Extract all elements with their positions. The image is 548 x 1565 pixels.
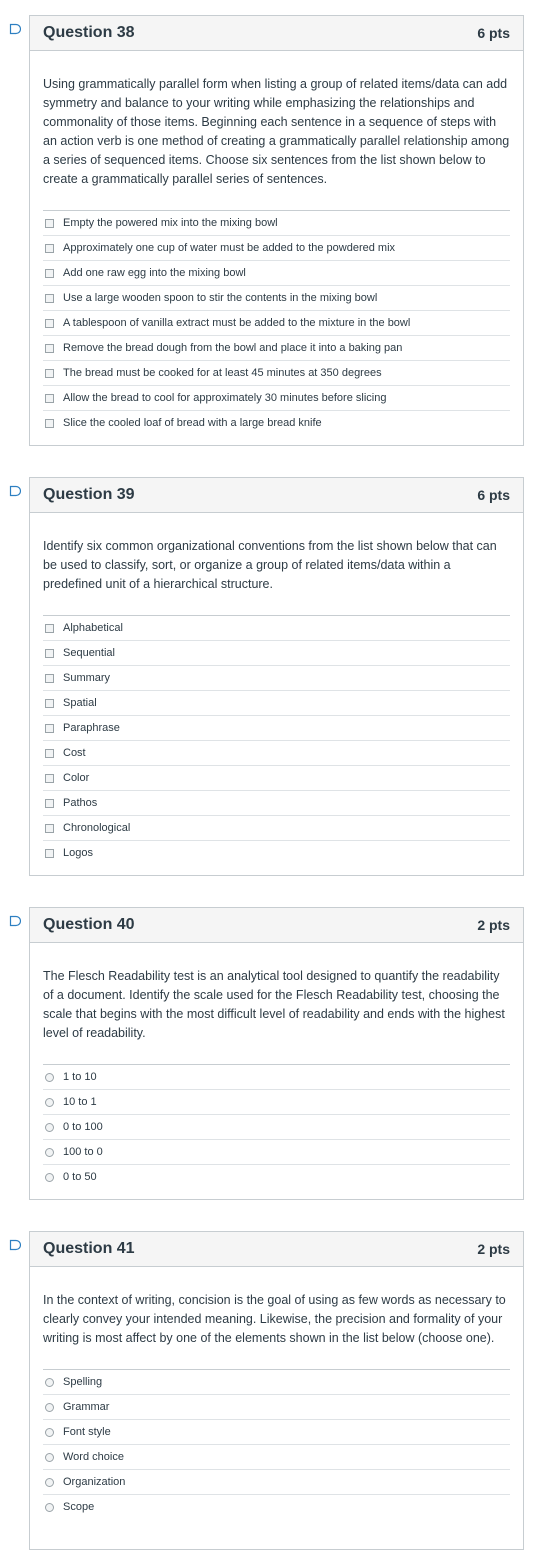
answer-option[interactable] bbox=[43, 1140, 510, 1165]
question-points: 2 pts bbox=[477, 1241, 510, 1257]
question-header bbox=[30, 1232, 523, 1267]
answer-label: A tablespoon of vanilla extract must be added to the mixture in the bowl bbox=[63, 317, 411, 329]
radio-button[interactable] bbox=[45, 1173, 54, 1182]
answer-option[interactable] bbox=[43, 766, 510, 791]
answer-label: Spatial bbox=[63, 697, 97, 709]
checkbox[interactable] bbox=[45, 774, 54, 783]
checkbox[interactable] bbox=[45, 419, 54, 428]
answer-option[interactable] bbox=[43, 1420, 510, 1445]
question-points: 6 pts bbox=[477, 25, 510, 41]
question-text: Identify six common organizational conventions from the list shown below that can be used to classify, sort, or organize a group of related items/data within a predefined unit of a hierarchical structure. bbox=[43, 539, 497, 591]
answer-option[interactable] bbox=[43, 1370, 510, 1395]
question-header bbox=[30, 478, 523, 513]
question-card bbox=[29, 1231, 524, 1550]
checkbox[interactable] bbox=[45, 749, 54, 758]
answer-option[interactable] bbox=[43, 1495, 510, 1519]
question-card bbox=[29, 477, 524, 876]
answer-option[interactable] bbox=[43, 386, 510, 411]
answer-label: 0 to 100 bbox=[63, 1121, 103, 1133]
answer-option[interactable] bbox=[43, 311, 510, 336]
radio-button[interactable] bbox=[45, 1073, 54, 1082]
answer-list bbox=[43, 210, 510, 435]
question-title: Question 41 bbox=[43, 1240, 135, 1257]
question-points: 6 pts bbox=[477, 487, 510, 503]
flag-question-icon[interactable] bbox=[9, 915, 21, 927]
answer-label: Cost bbox=[63, 747, 86, 759]
answer-label: Pathos bbox=[63, 797, 98, 809]
answer-label: Allow the bread to cool for approximately 30 minutes before slicing bbox=[63, 392, 387, 404]
answer-label: Paraphrase bbox=[63, 722, 120, 734]
answer-option[interactable] bbox=[43, 411, 510, 435]
answer-label: 0 to 50 bbox=[63, 1171, 97, 1183]
checkbox[interactable] bbox=[45, 394, 54, 403]
answer-label: Remove the bread dough from the bowl and place it into a baking pan bbox=[63, 342, 403, 354]
answer-label: 1 to 10 bbox=[63, 1071, 97, 1083]
question-title: Question 39 bbox=[43, 486, 135, 503]
answer-option[interactable] bbox=[43, 336, 510, 361]
question-text: The Flesch Readability test is an analytical tool designed to quantify the readability of a document. Identify the scale used for the Flesch Readability test, choosing the scale that begins with the most difficult level of readability and ends with the highest level of readability. bbox=[43, 969, 505, 1040]
answer-label: Add one raw egg into the mixing bowl bbox=[63, 267, 246, 279]
answer-option[interactable] bbox=[43, 286, 510, 311]
answer-option[interactable] bbox=[43, 716, 510, 741]
checkbox[interactable] bbox=[45, 699, 54, 708]
radio-button[interactable] bbox=[45, 1403, 54, 1412]
checkbox[interactable] bbox=[45, 649, 54, 658]
answer-label: Approximately one cup of water must be added to the powdered mix bbox=[63, 242, 396, 254]
checkbox[interactable] bbox=[45, 369, 54, 378]
answer-option[interactable] bbox=[43, 1470, 510, 1495]
answer-label: Chronological bbox=[63, 822, 131, 834]
checkbox[interactable] bbox=[45, 219, 54, 228]
answer-list bbox=[43, 1369, 510, 1519]
question-title: Question 40 bbox=[43, 916, 135, 933]
answer-option[interactable] bbox=[43, 261, 510, 286]
flag-question-icon[interactable] bbox=[9, 1239, 21, 1251]
checkbox[interactable] bbox=[45, 624, 54, 633]
flag-question-icon[interactable] bbox=[9, 485, 21, 497]
answer-option[interactable] bbox=[43, 791, 510, 816]
answer-option[interactable] bbox=[43, 1090, 510, 1115]
answer-option[interactable] bbox=[43, 616, 510, 641]
answer-option[interactable] bbox=[43, 816, 510, 841]
answer-option[interactable] bbox=[43, 666, 510, 691]
answer-label: 100 to 0 bbox=[63, 1146, 103, 1158]
checkbox[interactable] bbox=[45, 344, 54, 353]
checkbox[interactable] bbox=[45, 849, 54, 858]
answer-label: Grammar bbox=[63, 1401, 110, 1413]
answer-label: Spelling bbox=[63, 1376, 103, 1388]
answer-option[interactable] bbox=[43, 1065, 510, 1090]
question-card bbox=[29, 907, 524, 1200]
answer-option[interactable] bbox=[43, 741, 510, 766]
answer-label: Scope bbox=[63, 1501, 95, 1513]
checkbox[interactable] bbox=[45, 799, 54, 808]
question-header bbox=[30, 16, 523, 51]
checkbox[interactable] bbox=[45, 824, 54, 833]
answer-label: Color bbox=[63, 772, 90, 784]
question-text: In the context of writing, concision is the goal of using as few words as necessary to clearly convey your intended meaning. Likewise, the precision and formality of your writing is most affect by one of the elements shown in the list below (choose one). bbox=[43, 1293, 506, 1345]
answer-option[interactable] bbox=[43, 1165, 510, 1189]
answer-label: Summary bbox=[63, 672, 111, 684]
question-points: 2 pts bbox=[477, 917, 510, 933]
checkbox[interactable] bbox=[45, 269, 54, 278]
answer-option[interactable] bbox=[43, 1395, 510, 1420]
radio-button[interactable] bbox=[45, 1148, 54, 1157]
question-title: Question 38 bbox=[43, 24, 135, 41]
radio-button[interactable] bbox=[45, 1098, 54, 1107]
answer-label: 10 to 1 bbox=[63, 1096, 97, 1108]
answer-label: Word choice bbox=[63, 1451, 124, 1463]
radio-button[interactable] bbox=[45, 1453, 54, 1462]
answer-label: Use a large wooden spoon to stir the contents in the mixing bowl bbox=[63, 292, 378, 304]
question-card bbox=[29, 15, 524, 446]
answer-label: Logos bbox=[63, 847, 93, 859]
answer-option[interactable] bbox=[43, 691, 510, 716]
radio-button[interactable] bbox=[45, 1503, 54, 1512]
answer-label: Sequential bbox=[63, 647, 115, 659]
answer-label: Alphabetical bbox=[63, 622, 123, 634]
radio-button[interactable] bbox=[45, 1478, 54, 1487]
answer-option[interactable] bbox=[43, 641, 510, 666]
checkbox[interactable] bbox=[45, 244, 54, 253]
radio-button[interactable] bbox=[45, 1428, 54, 1437]
question-text: Using grammatically parallel form when listing a group of related items/data can add symmetry and balance to your writing while emphasizing the relationships and commonality of those items. Beginning each sentence in a sequence of steps with an action verb is one method of creating a grammatically parallel relationship among a series of sequenced items. Choose six sentences from the list shown below to create a grammatically parallel series of sentences. bbox=[43, 77, 510, 186]
answer-label: Organization bbox=[63, 1476, 126, 1488]
checkbox[interactable] bbox=[45, 294, 54, 303]
checkbox[interactable] bbox=[45, 674, 54, 683]
flag-question-icon[interactable] bbox=[9, 23, 21, 35]
answer-list bbox=[43, 1064, 510, 1189]
answer-list bbox=[43, 615, 510, 865]
checkbox[interactable] bbox=[45, 319, 54, 328]
answer-label: The bread must be cooked for at least 45 minutes at 350 degrees bbox=[63, 367, 382, 379]
answer-option[interactable] bbox=[43, 236, 510, 261]
radio-button[interactable] bbox=[45, 1378, 54, 1387]
checkbox[interactable] bbox=[45, 724, 54, 733]
answer-option[interactable] bbox=[43, 1445, 510, 1470]
answer-option[interactable] bbox=[43, 211, 510, 236]
answer-label: Empty the powered mix into the mixing bowl bbox=[63, 217, 278, 229]
answer-option[interactable] bbox=[43, 1115, 510, 1140]
answer-option[interactable] bbox=[43, 841, 510, 865]
radio-button[interactable] bbox=[45, 1123, 54, 1132]
question-header bbox=[30, 908, 523, 943]
answer-label: Slice the cooled loaf of bread with a large bread knife bbox=[63, 417, 322, 429]
answer-option[interactable] bbox=[43, 361, 510, 386]
answer-label: Font style bbox=[63, 1426, 111, 1438]
